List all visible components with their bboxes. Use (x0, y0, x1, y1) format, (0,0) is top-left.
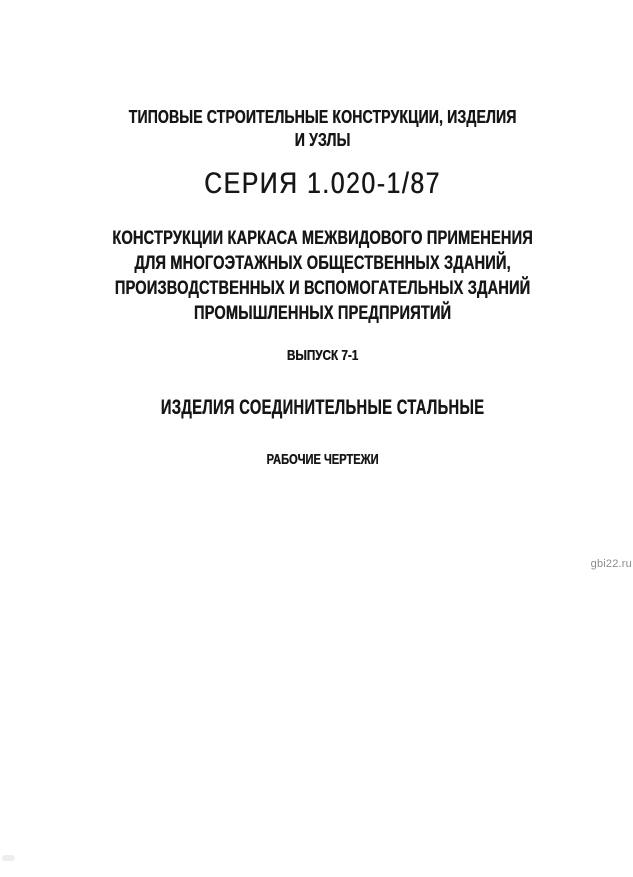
series-subject-line-3: ПРОИЗВОДСТВЕННЫХ И ВСПОМОГАТЕЛЬНЫХ ЗДАНИЙ (114, 277, 531, 299)
series-subject-line-2: ДЛЯ МНОГОЭТАЖНЫХ ОБЩЕСТВЕННЫХ ЗДАНИЙ, (134, 252, 511, 274)
series-title: СЕРИЯ 1.020-1/87 (204, 167, 441, 200)
document-subtitle: ИЗДЕЛИЯ СОЕДИНИТЕЛЬНЫЕ СТАЛЬНЫЕ (160, 396, 485, 419)
document-type: РАБОЧИЕ ЧЕРТЕЖИ (266, 451, 379, 468)
issue-number: ВЫПУСК 7-1 (286, 347, 359, 364)
series-subject-line-4: ПРОМЫШЛЕННЫХ ПРЕДПРИЯТИЙ (193, 302, 452, 324)
site-watermark: gbi22.ru (590, 558, 632, 570)
document-header (80, 106, 564, 152)
document-header-line-1: ТИПОВЫЕ СТРОИТЕЛЬНЫЕ КОНСТРУКЦИИ, ИЗДЕЛИЯ (128, 107, 517, 127)
scan-smudge (2, 855, 15, 861)
series-subject-line-1: КОНСТРУКЦИИ КАРКАСА МЕЖВИДОВОГО ПРИМЕНЕНИЯ (112, 227, 533, 249)
document-header-line-2: И УЗЛЫ (294, 130, 351, 150)
series-subject (90, 226, 556, 326)
